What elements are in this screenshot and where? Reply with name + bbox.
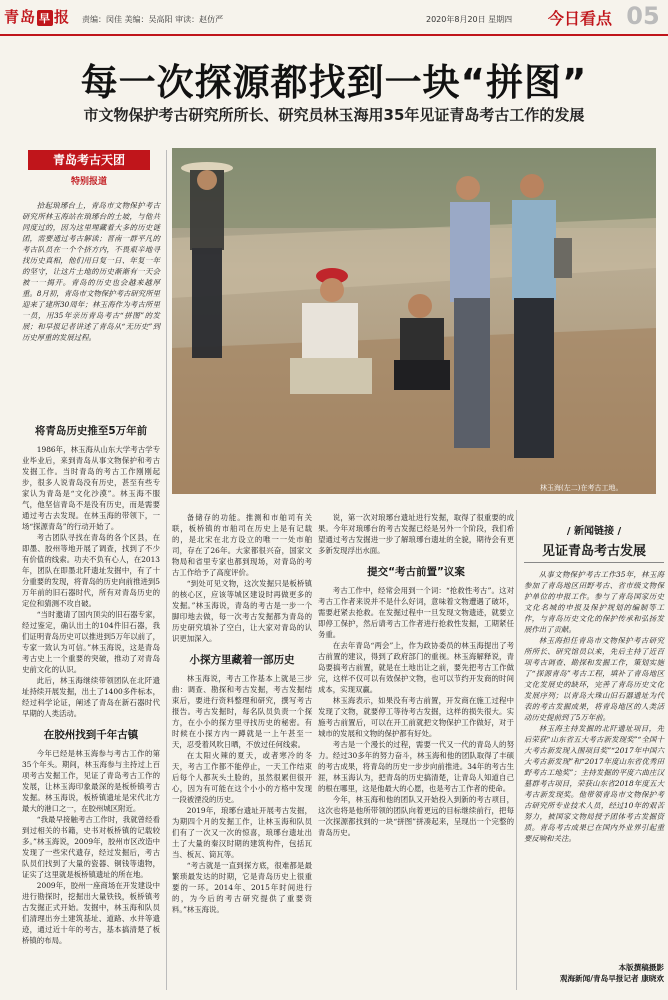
photo-caption: 林玉海(左二)在考古工地。 (540, 484, 623, 492)
paragraph: 考古团队寻找在青岛的各个区县，在即墨、胶州等地开展了调查，找到了不少有价值的线索。功夫不负有心人，在2013年，团队在即墨北阡遗址发掘中，有了十分重要的发现，将青岛的历史向前推进到5万年前的旧石器时代，所有对青岛历史的定位和猜测不攻自破。 (22, 533, 160, 608)
page-number: 05 (626, 2, 660, 30)
paragraph: 今年，林玉海和他的团队又开始投入到新的考古项目，这次也将是他所带领的团队向着更远的目标继续前行，把每一次探源都找到的一块“拼图”拼凑起来，呈现出一个完整的青岛历史。 (318, 795, 514, 837)
sidebar-tag: 新闻链接 (574, 526, 614, 537)
sidebar-paragraph: 林玉海主持发掘的北阡遗址项目，先后荣获“山东省五大考古新发现奖”“全国十大考古新发现入围项目奖”“2017年中国六大考古新发现”和“2017年度山东省优秀田野考古工地奖”；主持发掘的平度六曲庄汉墓群考古项目，荣获山东省2018年度五大考古新发现奖。他带领青岛市文物保护考古研究所专业技术人员，经过10年的艰苦努力，被国家文物局授予团体考古发掘资质。青岛考古成果已在国内外业界引起重要反响和关注。 (524, 724, 664, 843)
sidebar-tag-wrap: / 新闻链接 / (566, 526, 622, 537)
section-heading: 将青岛历史推至5万年前 (34, 425, 148, 437)
paragraph: 考古是一个漫长的过程，需要一代又一代的青岛人的努力。经过30多年的努力奋斗，林玉海和他的团队取得了丰硕的考古成果，将青岛的历史一步步向前推进。34年的考古生涯，林玉海认为，把青岛的历史搞清楚，让青岛人知道自己的根在哪里，这是他最大的心愿，也是考古工作者的使命。 (318, 740, 514, 793)
person-striped-shirt (450, 176, 490, 448)
excavation-photo (172, 148, 656, 494)
section-name: 今日看点 (548, 9, 613, 28)
headline: 每一次探源都找到一块“拼图” (80, 61, 588, 104)
column-divider (166, 150, 167, 990)
paragraph: 此后，林玉海继续带领团队在北阡遗址持续开展发掘，出土了1400多件标本，经过科学论证，阐述了青岛在新石器时代早期的人类活动。 (22, 676, 160, 718)
paragraph: 林玉海说，考古工作基本上就是三步曲：调查、勘探和考古发掘，考古发掘结束后，要进行资料整理和研究，撰写考古报告。考古发掘时，每名队员负责一个探方，在小小的探方里寻找历史的秘密。有时候在小探方内一蹲就是一上午甚至一天，忍受着风吹日晒，不放过任何线索。 (172, 674, 312, 749)
paragraph: 2009年，胶州一座商场在开发建设中进行勘探时，挖掘出大量铁钱，板桥镇考古发掘正式开始。发掘中，林玉海和队员们清理出夯土建筑基址、道路、水井等遗迹，通过近十年的考古，基本搞清楚了板桥镇的布局。 (22, 881, 160, 945)
paragraph: 考古工作中，经常会用到一个词：“抢救性考古”。这对考古工作者来说并不是什么好词，意味着文物遭遇了破坏，需要赶紧去抢救。在发掘过程中一旦发现文物遗迹，就要立即停工保护，然后请考古工作者进行抢救性发掘，工期紧任务重。 (318, 586, 514, 639)
logo-seal: 早 (39, 12, 52, 25)
section-heading: 在胶州找到千年古镇 (43, 729, 139, 741)
paragraph: “到处可见文物，这次发掘只是板桥镇的核心区，应该等城区建设时再做更多的发掘。”林玉海说，青岛的考古是一步一个脚印地去做，每一次考古发掘都为青岛的历史研究填补了空白，让大家对青岛的认识更加深入。 (172, 579, 312, 643)
body-column-1 (22, 415, 160, 946)
sidebar-paragraph: 林玉海担任青岛市文物保护考古研究所所长、研究馆员以来，先后主持了近百项考古调查、勘探和发掘工作，策划实施了“探源青岛”考古工程，填补了青岛地区文化发展史的缺环，完善了青岛历史文化发展序列；以青岛大珠山旧石器遗址为代表的考古发掘成果，将青岛地区的人类活动历史提前到了5万年前。 (524, 636, 664, 722)
paragraph: 在去年青岛“两会”上，作为政协委员的林玉海提出了考古前置的建议，得到了政府部门的重视。林玉海解释说，青岛要搞考古前置，就是在土地出让之前，要先把考古工作做完，这样不仅可以有效保护文物，也可以节约开发商的时间成本，实现双赢。 (318, 641, 514, 694)
news-link-sidebar (524, 522, 664, 844)
paragraph: “我最早接触考古工作时，我就曾经看到过相关的书籍，史书对板桥镇的记载较多。”林玉海说，2009年，胶州市区改造中发现了一些宋代遗存，经过发掘后，考古队员们找到了大量的瓷器、铜钱等遗物，证实了这里就是板桥镇遗址的所在地。 (22, 815, 160, 879)
body-column-2 (172, 512, 312, 915)
newspaper-logo: 青岛 早 报 (4, 8, 71, 26)
paragraph: 备储存的功能。推测和市舶司有关联，板桥镇的市舶司在历史上是有记载的，是北宋在北方设立的唯一一处市舶司，存在了26年。大家都很兴奋，国家文物局和省里专家也都到现场，对青岛的考古工作给予了高度评价。 (172, 513, 312, 577)
body-column-3 (318, 512, 514, 838)
sidebar-paragraph: 从事文物保护考古工作35年，林玉海参加了青岛地区田野考古、省市级文物保护单位的申报工作。参与了青岛国家历史文化名城的申报及保护规划的编制等工作，与青岛历史文化的保护传承和弘扬发展作出了贡献。 (524, 570, 664, 634)
column-label: 青岛考古天团 (28, 150, 150, 170)
lede-text: 拾起琅琊台上，青岛市文物保护考古研究所林玉海站在琅琊台的土坡，与他共同度过的，因为这里埋藏着大多的历史谜团，需要通过考古解读；晋南一群平凡的考古队员在一个个挤方内，不畏艰辛地寻找历史真相，他们用日复一日、年复一年的坚守，让这片土地的历史渐渐有一天会被一一揭开。青岛的历史也会越来越厚重。8月初，青岛市文物保护考古研究所里迎来了建所30周年；林玉海作为考古所里一员，用35年亲历青岛考古“拼图”的发展；和早报记者讲述了青岛从“无历史”到历史厚重的发展过程。 (22, 201, 160, 342)
credit-line1: 本版撰稿摄影 (618, 963, 664, 972)
paragraph: 说，第一次对琅琊台遗址进行发掘，取得了很重要的成果。今年对琅琊台的考古发掘已经是另外一个阶段，我们希望通过考古发掘进一步了解琅琊台遗址的全貌，期待会有更多新发现浮出水面。 (318, 513, 514, 555)
photo-illustration (172, 148, 656, 494)
credit-line2: 观海新闻/青岛早报记者 康晓欢 (559, 974, 664, 983)
section-heading: 小探方里藏着一部历史 (189, 654, 295, 666)
section-heading: 提交“考古前置”议案 (367, 566, 465, 578)
paragraph: 今年已经是林玉海参与考古工作的第35个年头。期间，林玉海参与主持过上百项考古发掘工作，见证了青岛考古工作的发展，让林玉海印象最深的是板桥镇考古发掘。林玉海说，板桥镇遗址是宋代北方最大的港口之一，在胶州城区附近。 (22, 749, 160, 813)
paragraph: “当时邀请了国内顶尖的旧石器专家，经过鉴定，确认出土的104件旧石器，我们证明青岛历史可以推进到5万年以前了，专家一致认为可信。”林玉海说，这是青岛考古史上一个重要的突破，推动了对青岛史前文化的认识。 (22, 610, 160, 674)
paragraph: 在太阳火辣的夏天，或者寒冷的冬天，考古工作都不能停止，一天工作结束后每个人都灰头土脸的，虽然很累但很开心，因为有可能在这个小小的方格中发现一段被湮没的历史。 (172, 751, 312, 804)
paragraph: “考古就是一直到探方底，很难都是最繁琐最发达的时期，它是青岛历史上很重要的一环。2014年、2015年时间进行的，为今后的考古研究提供了重要资料。”林玉海说。 (172, 861, 312, 914)
credit (524, 962, 664, 984)
column-sublabel: 特别报道 (70, 177, 107, 187)
editor-credits: 责编：闵佳 美编：吴高阳 审读：赵仿严 (82, 15, 224, 24)
paragraph: 1986年，林玉海从山东大学考古学专业毕业后，来到青岛从事文物保护和考古发掘工作。当时青岛的考古工作刚刚起步，很多人说青岛没有历史，甚至有些专家认为青岛是“文化沙漠”。林玉海不服气，他坚信青岛不是没有历史，而是需要通过考古去发现。在林玉海的带领下，一场“探源青岛”的行动开始了。 (22, 445, 160, 531)
issue-date: 2020年8月20日 星期四 (426, 15, 513, 24)
sidebar-body (524, 569, 664, 844)
sidebar-title: 见证青岛考古发展 (524, 540, 664, 563)
lede (22, 200, 160, 343)
paragraph: 林玉海表示，如果没有考古前置，开发商在施工过程中发现了文物，就要停工等待考古发掘，这样的损失很大。实施考古前置后，可以在开工前就把文物保护工作做好，对于城市的发展和文物的保护都有好处。 (318, 696, 514, 738)
subheadline: 市文物保护考古研究所所长、研究员林玉海用35年见证青岛考古工作的发展 (83, 106, 585, 124)
paragraph: 2019年，琅琊台遗址开展考古发掘，为期四个月的发掘工作，让林玉海和队员们有了一次又一次的惊喜，琅琊台遗址出土了大量的秦汉时期的建筑构件，包括瓦当、板瓦、筒瓦等。 (172, 806, 312, 859)
column-divider (516, 510, 517, 990)
